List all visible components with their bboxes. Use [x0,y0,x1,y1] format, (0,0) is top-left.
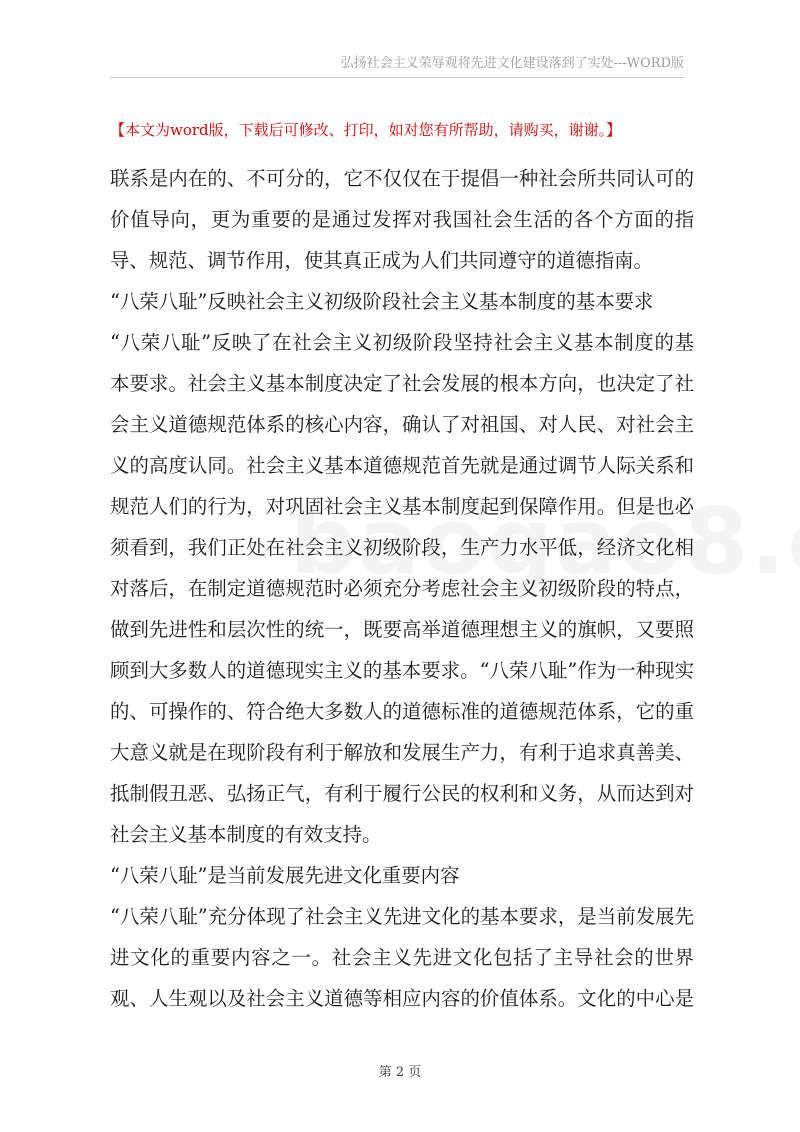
text-line: “八荣八耻”反映了在社会主义初级阶段坚持社会主义基本制度的基 [110,331,694,354]
text-line: “八荣八耻”充分体现了社会主义先进文化的基本要求，是当前发展先 [110,905,694,928]
text-line: 大意义就是在现阶段有利于解放和发展生产力，有利于追求真善美、 [110,741,694,764]
header-title: 弘扬社会主义荣辱观将先进文化建设落到了实处---WORD版 [340,56,684,71]
page-header [110,52,684,78]
text-line: 规范人们的行为，对巩固社会主义基本制度起到保障作用。但是也必 [110,495,694,518]
text-line: 的、可操作的、符合绝大多数人的道德标准的道德规范体系，它的重 [110,700,694,723]
text-line: 导、规范、调节作用，使其真正成为人们共同遵守的道德指南。 [110,249,653,272]
text-line: 价值导向，更为重要的是通过发挥对我国社会生活的各个方面的指 [110,208,694,231]
text-line: 对落后，在制定道德规范时必须充分考虑社会主义初级阶段的特点， [110,577,694,600]
text-line: 须看到，我们正处在社会主义初级阶段，生产力水平低，经济文化相 [110,536,694,559]
text-line: 做到先进性和层次性的统一，既要高举道德理想主义的旗帜，又要照 [110,618,694,641]
page-number: 第 2 页 [378,1065,422,1080]
text-line: 联系是内在的、不可分的，它不仅仅在于提倡一种社会所共同认可的 [110,167,694,190]
section-heading: “八荣八耻”是当前发展先进文化重要内容 [110,864,460,887]
document-body [110,158,694,1019]
text-line: 本要求。社会主义基本制度决定了社会发展的根本方向，也决定了社 [110,372,694,395]
text-line: 抵制假丑恶、弘扬正气，有利于履行公民的权利和义务，从而达到对 [110,782,694,805]
text-line: 顾到大多数人的道德现实主义的基本要求。“八荣八耻”作为一种现实 [110,659,694,682]
text-line: 社会主义基本制度的有效支持。 [110,823,382,846]
section-heading: “八荣八耻”反映社会主义初级阶段社会主义基本制度的基本要求 [110,290,654,313]
text-line: 义的高度认同。社会主义基本道德规范首先就是通过调节人际关系和 [110,454,694,477]
text-line: 进文化的重要内容之一。社会主义先进文化包括了主导社会的世界 [110,946,694,969]
text-line: 观、人生观以及社会主义道德等相应内容的价值体系。文化的中心是 [110,987,694,1010]
page-footer [0,1061,800,1080]
download-notice: 【本文为word版，下载后可修改、打印，如对您有所帮助，请购买，谢谢。】 [110,121,622,139]
text-line: 会主义道德规范体系的核心内容，确认了对祖国、对人民、对社会主 [110,413,694,436]
